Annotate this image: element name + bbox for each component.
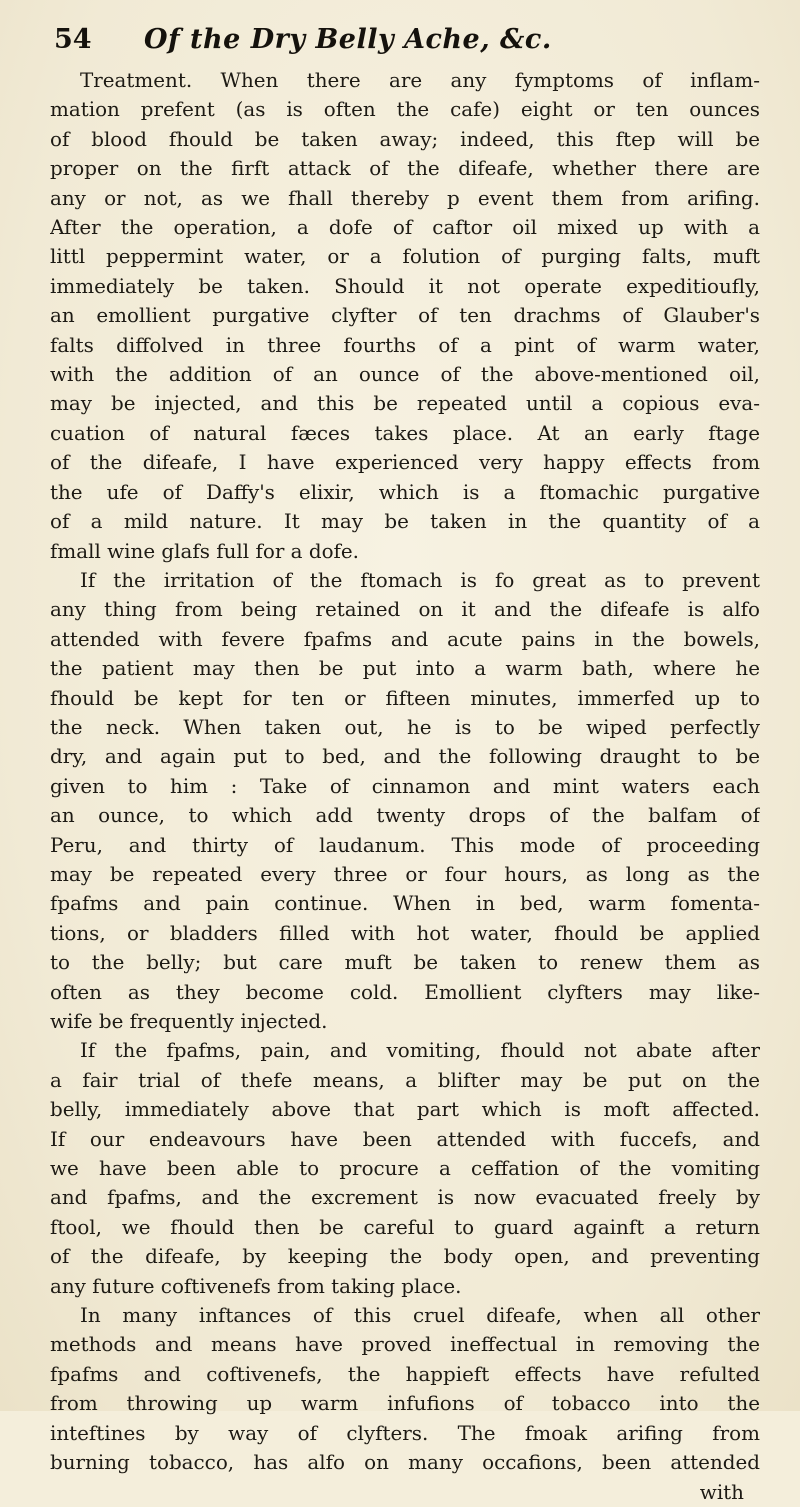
- text-line: falts diffolved in three fourths of a pint of warm water,: [50, 333, 760, 357]
- text-line: of the difeafe, I have experienced very happy effects from: [50, 451, 760, 475]
- text-line: the patient may then be put into a warm bath, where he: [50, 657, 760, 681]
- text-line: If the irritation of the ftomach is fo great as to prevent: [80, 568, 760, 592]
- text-line: methods and means have proved ineffectual in removing the: [50, 1333, 760, 1357]
- text-line: After the operation, a dofe of caftor oil mixed up with a: [50, 216, 760, 240]
- text-line: with the addition of an ounce of the above-mentioned oil,: [50, 363, 760, 387]
- text-line: proper on the firft attack of the difeafe, whether there are: [50, 157, 760, 181]
- text-line: given to him : Take of cinnamon and mint waters each: [50, 774, 760, 798]
- text-line: any thing from being retained on it and the difeafe is alfo: [50, 598, 760, 622]
- text-line: and fpafms, and the excrement is now evacuated freely by: [50, 1186, 760, 1210]
- text-line: fhould be kept for ten or fifteen minutes, immerfed up to: [50, 686, 760, 710]
- text-line: In many inftances of this cruel difeafe, when all other: [80, 1304, 760, 1328]
- text-line: ftool, we fhould then be careful to guard againft a return: [50, 1215, 760, 1239]
- text-line: an emollient purgative clyfter of ten drachms of Glauber's: [50, 304, 760, 328]
- text-line: often as they become cold. Emollient clyfters may like-: [50, 980, 760, 1004]
- text-line: an ounce, to which add twenty drops of the balfam of: [50, 804, 760, 828]
- text-line: If the fpafms, pain, and vomiting, fhould not abate after: [80, 1039, 760, 1063]
- text-line: cuation of natural fæces takes place. At an early ftage: [50, 421, 760, 445]
- text-line: of blood fhould be taken away; indeed, this ftep will be: [50, 127, 760, 151]
- text-line: fmall wine glafs full for a dofe.: [50, 539, 359, 563]
- text-line: If our endeavours have been attended with fuccefs, and: [50, 1127, 760, 1151]
- running-head: [50, 22, 760, 58]
- running-title: Of the Dry Belly Ache, &c.: [144, 24, 552, 55]
- text-line: attended with fevere fpafms and acute pains in the bowels,: [50, 627, 760, 651]
- text-line: may be repeated every three or four hours, as long as the: [50, 862, 760, 886]
- text-line: fpafms and coftivenefs, the happieft effects have refulted: [50, 1362, 760, 1386]
- text-line: any future coftivenefs from taking place.: [50, 1274, 462, 1298]
- text-line: a fair trial of thefe means, a blifter may be put on the: [50, 1068, 760, 1092]
- text-line: dry, and again put to bed, and the following draught to be: [50, 745, 760, 769]
- text-line: we have been able to procure a ceffation of the vomiting: [50, 1157, 760, 1181]
- text-line: inteftines by way of clyfters. The fmoak arifing from: [50, 1421, 760, 1445]
- text-line: of a mild nature. It may be taken in the quantity of a: [50, 510, 760, 534]
- body-text: [50, 66, 760, 1507]
- text-line: belly, immediately above that part which is moft affected.: [50, 1098, 760, 1122]
- text-line: Treatment. When there are any fymptoms of inflam-: [80, 69, 760, 92]
- text-line: mation prefent (as is often the cafe) eight or ten ounces: [50, 98, 760, 122]
- text-line: Peru, and thirty of laudanum. This mode of proceeding: [50, 833, 760, 857]
- text-line: the ufe of Daffy's elixir, which is a ftomachic purgative: [50, 480, 760, 504]
- text-line: littl peppermint water, or a folution of purging falts, muft: [50, 245, 760, 269]
- text-line: any or not, as we fhall thereby p event them from arifing.: [50, 186, 760, 210]
- text-line: tions, or bladders filled with hot water, fhould be applied: [50, 921, 760, 945]
- text-line: the neck. When taken out, he is to be wiped perfectly: [50, 715, 760, 739]
- catchword: with: [699, 1480, 744, 1504]
- text-line: immediately be taken. Should it not operate expeditioufly,: [50, 274, 760, 298]
- text-line: fpafms and pain continue. When in bed, warm fomenta-: [50, 892, 760, 916]
- text-line: of the difeafe, by keeping the body open, and preventing: [50, 1245, 760, 1269]
- text-line: to the belly; but care muft be taken to renew them as: [50, 951, 760, 975]
- page-number: 54: [54, 24, 92, 55]
- text-line: wife be frequently injected.: [50, 1010, 328, 1033]
- text-line: may be injected, and this be repeated until a copious eva-: [50, 392, 760, 416]
- text-line: from throwing up warm infufions of tobacco into the: [50, 1392, 760, 1416]
- text-line: burning tobacco, has alfo on many occafions, been attended: [50, 1451, 760, 1475]
